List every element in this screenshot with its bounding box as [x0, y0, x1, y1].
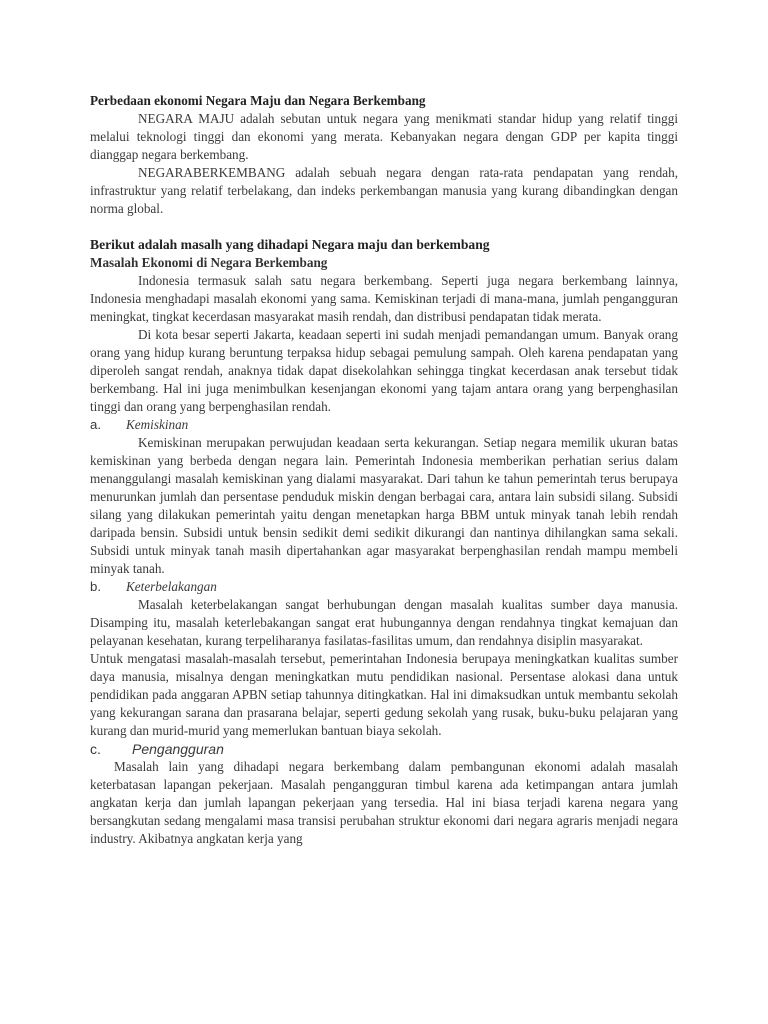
- section-paragraph: Indonesia termasuk salah satu negara berkembang. Seperti juga negara berkembang lainnya, Indonesia menghadapi masalah ekonomi yang sama. Kemiskinan terjadi di mana-mana, jumlah pengangguran meningkat, tingkat kecerdasan masyarakat masih rendah, dan distribusi pendapatan tidak merata.: [90, 273, 678, 324]
- intro-paragraph-negara-berkembang: NEGARABERKEMBANG adalah sebuah negara dengan rata-rata pendapatan yang rendah, infrastruktur yang relatif terbelakang, dan indeks perkembangan manusia yang kurang dibandingkan dengan norma global.: [90, 165, 678, 216]
- list-item-heading: [90, 740, 678, 758]
- list-item-heading: [90, 578, 678, 596]
- intro-paragraph-negara-maju: NEGARA MAJU adalah sebutan untuk negara yang menikmati standar hidup yang relatif tinggi melalui teknologi tinggi dan ekonomi yang merata. Kebanyakan negara dengan GDP per kapita tinggi dianggap negara berkembang.: [90, 111, 678, 162]
- list-item-paragraph: Untuk mengatasi masalah-masalah tersebut, pemerintahan Indonesia berupaya meningkatkan kualitas sumber daya manusia, misalnya dengan meningkatkan mutu pendidikan nasional. Persentase alokasi dana untuk pendidikan pada anggaran APBN setiap tahunnya ditingkatkan. Hal ini dimaksudkan untuk membantu sekolah yang kekurangan sarana dan prasarana belajar, seperti gedung sekolah yang rusak, buku-buku pelajaran yang kurang dan murid-murid yang memerlukan bantuan biaya sekolah.: [90, 651, 678, 738]
- list-marker: c.: [90, 741, 101, 757]
- section-paragraph: Di kota besar seperti Jakarta, keadaan seperti ini sudah menjadi pemandangan umum. Banyak orang orang yang hidup kurang beruntung terpaksa hidup sebagai pemulung sampah. Oleh karena pendapatan yang diperoleh sangat rendah, anaknya tidak dapat disekolahkan sehingga tingkat kecerdasan anak tersebut tidak berkembang. Hal ini juga menimbulkan kesenjangan ekonomi yang tajam antara orang yang berpenghasilan tinggi dan orang yang berpenghasilan rendah.: [90, 327, 678, 414]
- spacer: [90, 218, 678, 236]
- list-marker: b.: [90, 579, 101, 594]
- list-label: Keterbelakangan: [126, 579, 217, 594]
- document-title: Perbedaan ekonomi Negara Maju dan Negara Berkembang: [90, 93, 426, 108]
- list-item-paragraph: Masalah keterbelakangan sangat berhubungan dengan masalah kualitas sumber daya manusia. Disamping itu, masalah keterlebakangan sangat erat hubungannya dengan rendahnya tingkat kemajuan dan pelayanan kesehatan, kurang terpeliharanya fasilatas-fasilitas umum, dan rendahnya disiplin masyarakat.: [90, 597, 678, 648]
- list-label: Pengangguran: [132, 741, 224, 757]
- list-item-heading: [90, 416, 678, 434]
- list-marker: a.: [90, 417, 101, 432]
- section-heading: Berikut adalah masalh yang dihadapi Negara maju dan berkembang: [90, 237, 490, 252]
- list-item-paragraph: Masalah lain yang dihadapi negara berkembang dalam pembangunan ekonomi adalah masalah keterbatasan lapangan pekerjaan. Masalah pengangguran timbul karena ada ketimpangan antara jumlah angkatan kerja dan jumlah lapangan pekerjaan yang tersedia. Hal ini biasa terjadi karena negara yang bersangkutan sedang mengalami masa transisi perubahan struktur ekonomi dari negara agraris menjadi negara industry. Akibatnya angkatan kerja yang: [90, 759, 678, 846]
- list-label: Kemiskinan: [126, 417, 189, 432]
- document-page: [90, 92, 678, 848]
- sub-heading: Masalah Ekonomi di Negara Berkembang: [90, 255, 328, 270]
- list-item-paragraph: Kemiskinan merupakan perwujudan keadaan serta kekurangan. Setiap negara memilik ukuran batas kemiskinan yang berbeda dengan negara lain. Pemerintah Indonesia memberikan perhatian serius dalam menanggulangi masalah kemiskinan yang dialami masyarakat. Dari tahun ke tahun pemerintah terus berupaya menurunkan jumlah dan persentase penduduk miskin dengan berbagai cara, antara lain subsidi silang. Subsidi silang yang dilakukan pemerintah yaitu dengan menetapkan harga BBM untuk minyak tanah lebih rendah daripada bensin. Subsidi untuk bensin sedikit demi sedikit dikurangi dan nantinya dihilangkan sama sekali. Subsidi untuk minyak tanah masih dipertahankan agar masyarakat berpenghasilan rendah mampu membeli minyak tanah.: [90, 435, 678, 576]
